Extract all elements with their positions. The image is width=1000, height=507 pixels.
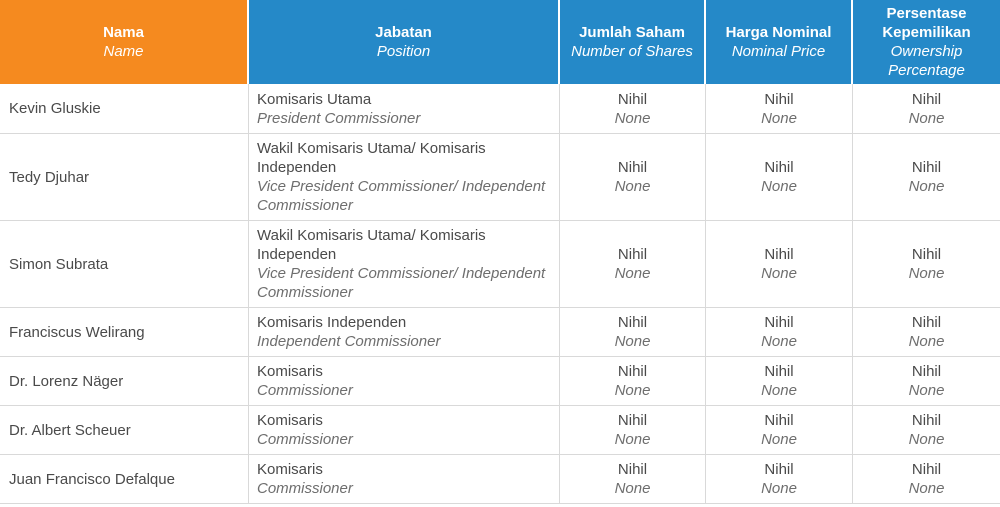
- position-id: Komisaris Independen: [257, 314, 407, 331]
- header-ownership-label: Persentase Kepemilikan: [882, 5, 971, 41]
- cell-position: [249, 455, 560, 504]
- position-en: Commissioner: [257, 382, 353, 399]
- cell-price: [706, 84, 853, 134]
- ownership-id: Nihil: [911, 412, 942, 429]
- cell-position: [249, 84, 560, 134]
- table-row: [0, 406, 1000, 455]
- header-position-sublabel: Position: [376, 43, 431, 60]
- header-name: [0, 0, 249, 84]
- price-en: None: [761, 480, 797, 497]
- cell-ownership: [853, 221, 1000, 308]
- cell-ownership: [853, 406, 1000, 455]
- shares-id: Nihil: [617, 412, 648, 429]
- header-name-sublabel: Name: [103, 43, 144, 60]
- cell-shares: [560, 455, 706, 504]
- cell-name: Dr. Lorenz Näger: [0, 357, 249, 406]
- price-en: None: [761, 333, 797, 350]
- shares-en: None: [614, 333, 651, 350]
- shares-id: Nihil: [617, 363, 648, 380]
- table-row: [0, 455, 1000, 504]
- header-price: [706, 0, 853, 84]
- ownership-en: None: [908, 265, 945, 282]
- shares-id: Nihil: [617, 90, 648, 108]
- ownership-en: None: [908, 333, 945, 350]
- position-en: Commissioner: [257, 480, 353, 497]
- shares-id: Nihil: [617, 246, 648, 263]
- table-row: [0, 308, 1000, 357]
- header-ownership-sublabel: Ownership Percentage: [888, 43, 965, 79]
- header-ownership: [853, 0, 1000, 84]
- price-en: None: [761, 109, 797, 127]
- ownership-id: Nihil: [911, 246, 942, 263]
- price-id: Nihil: [764, 412, 794, 429]
- shares-en: None: [614, 109, 651, 127]
- shares-id: Nihil: [617, 159, 648, 176]
- cell-name: Juan Francisco Defalque: [0, 455, 249, 504]
- position-id: Wakil Komisaris Utama/ Komisaris Independen: [257, 140, 486, 176]
- shares-en: None: [614, 265, 651, 282]
- cell-shares: [560, 357, 706, 406]
- cell-price: [706, 357, 853, 406]
- header-price-sublabel: Nominal Price: [731, 43, 826, 60]
- header-shares: [560, 0, 706, 84]
- cell-shares: [560, 308, 706, 357]
- header-row: [0, 0, 1000, 84]
- shares-en: None: [614, 382, 651, 399]
- cell-name: Franciscus Welirang: [0, 308, 249, 357]
- header-shares-sublabel: Number of Shares: [571, 43, 693, 60]
- ownership-en: None: [908, 431, 945, 448]
- shares-id: Nihil: [617, 314, 648, 331]
- header-name-label: Nama: [103, 24, 144, 41]
- cell-name: Kevin Gluskie: [0, 84, 249, 134]
- cell-price: [706, 134, 853, 221]
- shares-en: None: [614, 178, 651, 195]
- ownership-id: Nihil: [911, 90, 942, 108]
- price-id: Nihil: [764, 314, 794, 331]
- cell-ownership: [853, 134, 1000, 221]
- cell-position: [249, 134, 560, 221]
- cell-shares: [560, 406, 706, 455]
- price-id: Nihil: [764, 90, 794, 108]
- position-en: Vice President Commissioner/ Independent Commissioner: [257, 178, 546, 214]
- cell-position: [249, 308, 560, 357]
- price-id: Nihil: [764, 246, 794, 263]
- price-id: Nihil: [764, 461, 794, 478]
- position-en: President Commissioner: [257, 109, 421, 127]
- ownership-id: Nihil: [911, 461, 942, 478]
- cell-price: [706, 221, 853, 308]
- cell-shares: [560, 134, 706, 221]
- ownership-id: Nihil: [911, 363, 942, 380]
- ownership-en: None: [908, 480, 945, 497]
- position-en: Independent Commissioner: [257, 333, 441, 350]
- table-row: [0, 84, 1000, 134]
- cell-position: [249, 221, 560, 308]
- price-en: None: [761, 382, 797, 399]
- ownership-en: None: [908, 109, 945, 127]
- price-id: Nihil: [764, 363, 794, 380]
- position-id: Komisaris: [257, 461, 323, 478]
- cell-price: [706, 406, 853, 455]
- shares-en: None: [614, 431, 651, 448]
- ownership-en: None: [908, 178, 945, 195]
- cell-ownership: [853, 455, 1000, 504]
- header-shares-label: Jumlah Saham: [579, 24, 685, 41]
- ownership-id: Nihil: [911, 159, 942, 176]
- table-row: [0, 357, 1000, 406]
- position-id: Komisaris Utama: [257, 90, 372, 108]
- table-row: [0, 221, 1000, 308]
- cell-name: Simon Subrata: [0, 221, 249, 308]
- table-row: [0, 134, 1000, 221]
- cell-ownership: [853, 357, 1000, 406]
- cell-ownership: [853, 84, 1000, 134]
- price-en: None: [761, 431, 797, 448]
- position-en: Vice President Commissioner/ Independent Commissioner: [257, 265, 546, 301]
- position-id: Wakil Komisaris Utama/ Komisaris Independen: [257, 227, 486, 263]
- cell-shares: [560, 221, 706, 308]
- position-id: Komisaris: [257, 412, 323, 429]
- shares-id: Nihil: [617, 461, 648, 478]
- header-position-label: Jabatan: [375, 24, 432, 41]
- position-id: Komisaris: [257, 363, 323, 380]
- shares-en: None: [614, 480, 651, 497]
- price-id: Nihil: [764, 159, 794, 176]
- cell-name: Dr. Albert Scheuer: [0, 406, 249, 455]
- cell-name: Tedy Djuhar: [0, 134, 249, 221]
- cell-price: [706, 308, 853, 357]
- ownership-en: None: [908, 382, 945, 399]
- ownership-id: Nihil: [911, 314, 942, 331]
- price-en: None: [761, 265, 797, 282]
- header-price-label: Harga Nominal: [725, 24, 832, 41]
- cell-position: [249, 357, 560, 406]
- cell-shares: [560, 84, 706, 134]
- cell-price: [706, 455, 853, 504]
- cell-ownership: [853, 308, 1000, 357]
- header-position: [249, 0, 560, 84]
- cell-position: [249, 406, 560, 455]
- price-en: None: [761, 178, 797, 195]
- position-en: Commissioner: [257, 431, 353, 448]
